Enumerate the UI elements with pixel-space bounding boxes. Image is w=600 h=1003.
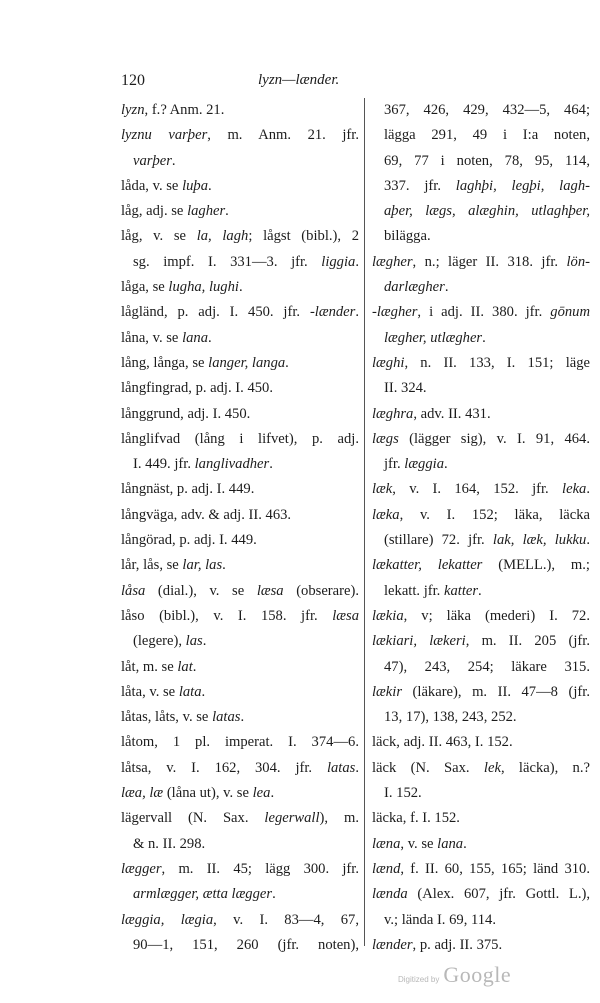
text: långlifvad (lång i lifvet), p. adj. (121, 430, 359, 447)
italic-text: darlægher (384, 279, 445, 296)
text: . (222, 557, 226, 574)
italic-text: læggia, lægia (121, 911, 214, 928)
italic-text: lækia (372, 607, 404, 624)
italic-text: læghra (372, 405, 414, 422)
text: . (355, 759, 359, 776)
entry-line (372, 680, 590, 705)
text: (läkare), m. II. 47—8 (jfr. (402, 683, 590, 700)
entry-line (121, 199, 359, 224)
entry-line (121, 477, 359, 502)
italic-text: langer, langa (208, 354, 286, 371)
italic-text: -lægher (372, 304, 418, 321)
italic-text: aþer, lægs, alæghin, utlaghþer, (384, 203, 590, 220)
entry-line (121, 857, 359, 882)
text: låg, adj. se (121, 203, 188, 220)
entry-line (372, 275, 590, 300)
text: , adv. II. 431. (413, 405, 491, 422)
entry-line (121, 224, 359, 249)
text: låna, v. se (121, 329, 183, 346)
italic-text: las (185, 633, 203, 650)
text: låt, m. se (121, 658, 178, 675)
text: låtas, låts, v. se (121, 709, 213, 726)
text: . (444, 456, 448, 473)
text: låda, v. se (121, 177, 183, 194)
italic-text: gōnum (550, 304, 590, 321)
entry-line (121, 756, 359, 781)
italic-text: læggia (404, 456, 444, 473)
text: , f.? Anm. 21. (144, 102, 225, 118)
italic-text: læsa (332, 607, 359, 624)
entry-line (121, 250, 359, 275)
text: låga, se (121, 279, 169, 296)
text: lägervall (N. Sax. (121, 810, 265, 827)
text: (dial.), v. se (145, 582, 257, 599)
text: (legere), (133, 633, 186, 650)
entry-line (372, 300, 590, 325)
entry-line (121, 908, 359, 933)
entry-line (121, 376, 359, 401)
text: jfr. (384, 456, 405, 473)
entry-line (121, 123, 359, 148)
entry-line (121, 174, 359, 199)
text: . (285, 354, 289, 371)
italic-text: læghi (372, 354, 405, 371)
italic-text: lænda (372, 886, 408, 903)
text: 13, 17), 138, 243, 252. (384, 709, 517, 726)
italic-text: lyznu varþer (121, 127, 208, 144)
text: . (444, 279, 449, 296)
text: , m. II. 45; lägg 300. jfr. (161, 860, 359, 877)
italic-text: lana (437, 835, 464, 852)
entry-line (121, 806, 359, 831)
entry-line (372, 705, 590, 730)
italic-text: læa, læ (121, 785, 164, 802)
text: , v. I. 164, 152. jfr. (392, 481, 563, 498)
text: . (208, 329, 212, 346)
italic-text: laghþi, legþi, lagh- (455, 177, 590, 194)
italic-text: læsa (256, 582, 284, 599)
entry-line (372, 604, 590, 629)
entry-line (121, 98, 359, 123)
entry-line (372, 376, 590, 401)
entry-line (121, 705, 359, 730)
entry-line (121, 503, 359, 528)
italic-text: lat (177, 658, 193, 675)
entry-line (121, 452, 359, 477)
italic-text: lænd (372, 860, 401, 877)
entry-line (372, 452, 590, 477)
text: , m. Anm. 21. jfr. (207, 127, 359, 144)
entry-line (121, 882, 359, 907)
text: . (355, 253, 359, 270)
text: läck (N. Sax. (372, 759, 484, 776)
text: . (586, 481, 590, 498)
italic-text: lægher (372, 253, 413, 270)
entry-line (121, 300, 359, 325)
entry-line (121, 680, 359, 705)
text: I. 449. jfr. (133, 456, 195, 473)
italic-text: lea (252, 785, 271, 802)
text: (MELL.), m.; (482, 557, 590, 574)
entry-line (372, 402, 590, 427)
entry-line (372, 908, 590, 933)
text: . (240, 709, 245, 726)
text: , läcka), n.? (500, 759, 590, 776)
text: , n. II. 133, I. 151; läge (404, 354, 590, 371)
entry-line (372, 149, 590, 174)
text: , i adj. II. 380. jfr. (417, 304, 551, 321)
entry-line (372, 933, 590, 958)
text: långörad, p. adj. I. 449. (121, 532, 257, 549)
text: 337. jfr. (384, 177, 456, 194)
entry-line (121, 351, 359, 376)
text: långnäst, p. adj. I. 449. (121, 481, 255, 498)
right-column (372, 98, 590, 958)
text: (obserare). (283, 582, 359, 599)
text: bilägga. (384, 228, 431, 245)
text: . (478, 582, 482, 599)
italic-text: lugha, lughi (168, 279, 239, 296)
italic-text: legerwall (264, 810, 320, 827)
text: . (270, 785, 275, 802)
digitized-label: Digitized by (398, 975, 440, 984)
italic-text: la, lagh (196, 228, 249, 245)
text: . (171, 152, 176, 169)
italic-text: lænder (372, 936, 413, 953)
text: , v. I. 152; läka, läcka (399, 506, 590, 523)
text: (låna ut), v. se (163, 785, 253, 802)
entry-line (121, 933, 359, 958)
italic-text: læna (372, 835, 401, 852)
text: , v. I. 83—4, 67, (213, 911, 359, 928)
entry-line (121, 604, 359, 629)
entry-line (372, 326, 590, 351)
italic-text: lar, las (182, 557, 223, 574)
text: lägga 291, 49 i I:a noten, (384, 127, 590, 144)
entry-line (121, 781, 359, 806)
text: , v. se (400, 835, 438, 852)
text: läck, adj. II. 463, I. 152. (372, 734, 513, 751)
text: . (355, 304, 359, 321)
text: , p. adj. II. 375. (412, 936, 503, 953)
text: långfingrad, p. adj. I. 450. (121, 380, 273, 397)
text: . (192, 658, 197, 675)
italic-text: læka (372, 506, 400, 523)
entry-line (372, 629, 590, 654)
column-divider (364, 98, 365, 946)
text: (stillare) 72. jfr. (384, 532, 493, 549)
text: lång, långa, se (121, 354, 209, 371)
italic-text: låsa (121, 582, 146, 599)
entry-line (372, 477, 590, 502)
italic-text: lægs (372, 430, 399, 447)
text: ), m. (319, 810, 359, 827)
entry-line (121, 326, 359, 351)
entry-line (121, 629, 359, 654)
entry-line (372, 756, 590, 781)
entry-line (372, 730, 590, 755)
entry-line (121, 579, 359, 604)
text: & n. II. 298. (133, 835, 206, 852)
italic-text: leka (562, 481, 587, 498)
italic-text: lækatter, lekatter (372, 557, 483, 574)
text: . (586, 532, 590, 549)
italic-text: latas (326, 759, 356, 776)
text: I. 152. (384, 785, 422, 802)
entry-line (121, 655, 359, 680)
entry-line (372, 503, 590, 528)
italic-text: lægher, utlægher (384, 329, 483, 346)
entry-line (121, 730, 359, 755)
text: 90—1, 151, 260 (jfr. noten), (133, 936, 359, 953)
text: långgrund, adj. I. 450. (121, 405, 251, 422)
italic-text: lak, læk, lukku (492, 532, 587, 549)
text: II. 324. (384, 380, 427, 397)
text: lekatt. jfr. (384, 582, 444, 599)
text: sg. impf. I. 331—3. jfr. (133, 253, 322, 270)
entry-line (372, 174, 590, 199)
entry-line (372, 250, 590, 275)
italic-text: lata (178, 683, 202, 700)
text: , v; läka (mederi) I. 72. (403, 607, 590, 624)
text: . (201, 683, 206, 700)
text: v.; lända I. 69, 114. (384, 911, 496, 928)
entry-line (372, 351, 590, 376)
italic-text: lagher (187, 203, 226, 220)
italic-text: armlægger, ætta lægger (133, 886, 273, 903)
entry-line (372, 98, 590, 123)
italic-text: langlivadher (194, 456, 270, 473)
italic-text: lana (182, 329, 209, 346)
entry-line (372, 882, 590, 907)
text: långväga, adv. & adj. II. 463. (121, 506, 292, 523)
entry-line (372, 427, 590, 452)
entry-line (121, 402, 359, 427)
entry-line (121, 275, 359, 300)
text: , f. II. 60, 155, 165; länd 310. (400, 860, 590, 877)
italic-text: lyzn (121, 102, 145, 118)
left-column (121, 98, 359, 958)
entry-line (121, 528, 359, 553)
italic-text: luþa (182, 177, 209, 194)
text: . (269, 456, 273, 473)
text: låtsa, v. I. 162, 304. jfr. (121, 759, 327, 776)
text: . (463, 835, 467, 852)
text: (lägger sig), v. I. 91, 464. (398, 430, 590, 447)
italic-text: katter (443, 582, 479, 599)
entry-line (121, 149, 359, 174)
text: 47), 243, 254; läkare 315. (384, 658, 590, 675)
entry-line (372, 528, 590, 553)
google-logo: Google (443, 962, 512, 987)
running-title: lyzn—lænder. (258, 72, 340, 88)
digitized-by-google-watermark (398, 962, 511, 988)
text: lågländ, p. adj. I. 450. jfr. (121, 304, 310, 321)
entry-line (372, 806, 590, 831)
text: , m. II. 205 (jfr. (465, 633, 590, 650)
italic-text: lækir (372, 683, 402, 700)
entry-line (372, 199, 590, 224)
text: låg, v. se (121, 228, 197, 245)
text: låta, v. se (121, 683, 179, 700)
entry-line (372, 655, 590, 680)
text: . (202, 633, 207, 650)
italic-text: -lænder (309, 304, 356, 321)
italic-text: liggia (321, 253, 356, 270)
italic-text: lön- (566, 253, 590, 270)
entry-line (372, 857, 590, 882)
entry-line (121, 427, 359, 452)
italic-text: lægger (121, 860, 162, 877)
text: läcka, f. I. 152. (372, 810, 460, 827)
italic-text: varþer (133, 152, 172, 169)
entry-line (372, 553, 590, 578)
text: (Alex. 607, jfr. Gottl. L.), (407, 886, 590, 903)
italic-text: lækiari, lækeri (372, 633, 466, 650)
entry-line (372, 781, 590, 806)
text: . (272, 886, 276, 903)
text: . (482, 329, 486, 346)
text: 69, 77 i noten, 78, 95, 114, (384, 152, 590, 169)
italic-text: latas (212, 709, 241, 726)
text: lår, lås, se (121, 557, 183, 574)
text: . (238, 279, 243, 296)
text: . (208, 177, 212, 194)
entry-line (121, 832, 359, 857)
entry-line (372, 832, 590, 857)
page-number: 120 (121, 72, 145, 89)
text: låtom, 1 pl. imperat. I. 374—6. (121, 734, 359, 751)
entry-line (121, 553, 359, 578)
text: låso (bibl.), v. I. 158. jfr. (121, 607, 333, 624)
entry-line (372, 123, 590, 148)
text: ; lågst (bibl.), 2 (248, 228, 359, 245)
text: , n.; läger II. 318. jfr. (412, 253, 567, 270)
text: . (225, 203, 229, 220)
entry-line (372, 579, 590, 604)
italic-text: lek (483, 759, 501, 776)
italic-text: læk (372, 481, 393, 498)
text: 367, 426, 429, 432—5, 464; (384, 102, 590, 118)
entry-line (372, 224, 590, 249)
